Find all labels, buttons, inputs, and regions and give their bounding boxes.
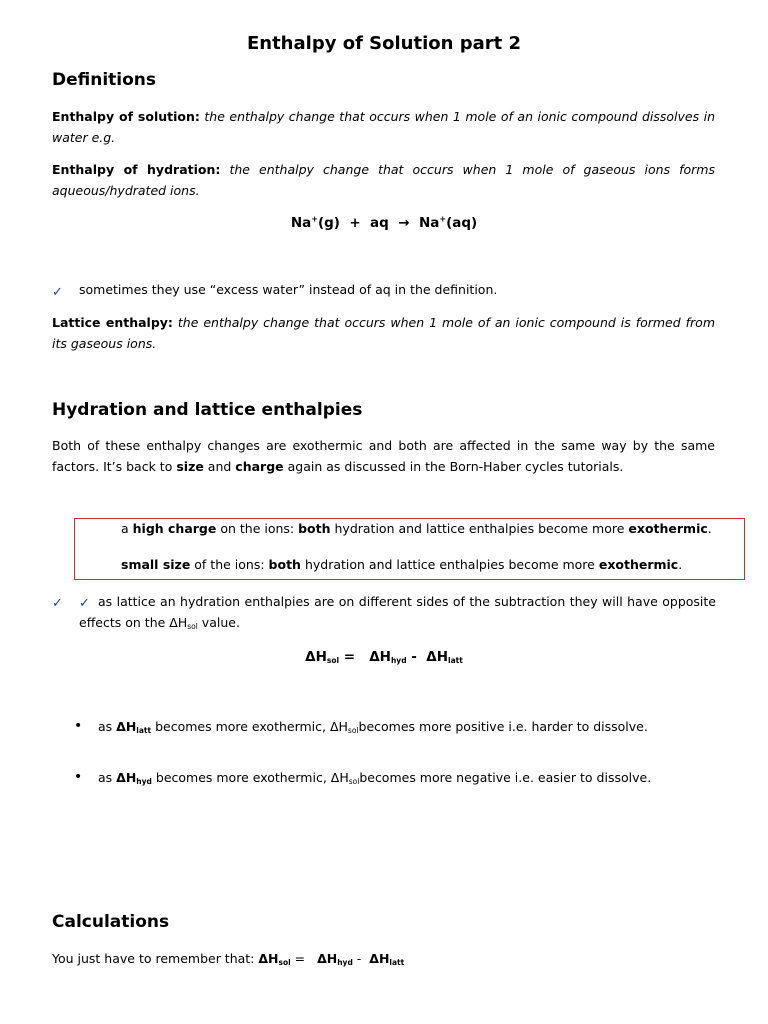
calculations-text: You just have to remember that: $\Delta H_{sol} = \Delta H_{hyd} - \Delta H_{latt}$ xyxy=(52,951,405,967)
note-opposite-effects: as lattice an hydration enthalpies are on different sides of the subtraction they will have opposite effects on the $\Delta H_{sol}$ value. xyxy=(79,594,716,631)
definitions-heading: Definitions xyxy=(52,70,157,90)
check-icon: ✓ xyxy=(52,285,63,300)
list-item: as $\Delta H_{latt}$ becomes more exothermic, $\Delta H_{sol}becomes$ more positive i.e. harder to dissolve. xyxy=(98,719,648,735)
intro-size: size xyxy=(176,458,204,474)
check-icon: ✓ xyxy=(52,596,63,611)
eq-na-2: Na xyxy=(409,215,440,231)
text-lattice-enthalpy: the enthalpy change that occurs when 1 mole of an ionic compound is formed from its gaseous ions. xyxy=(52,315,715,351)
intro-charge: charge xyxy=(235,458,284,474)
bullet-icon: • xyxy=(74,718,83,734)
bullet-icon: • xyxy=(74,769,83,785)
page-title: Enthalpy of Solution part 2 xyxy=(246,33,522,54)
hydration-lattice-heading: Hydration and lattice enthalpies xyxy=(52,400,363,420)
text-enthalpy-of-solution: the enthalpy change that occurs when 1 mole of an ionic compound dissolves in water e.g. xyxy=(52,109,715,145)
eq-gas-aq: (g) + aq xyxy=(317,215,399,231)
check-icon: ✓ xyxy=(79,596,90,611)
term-enthalpy-of-hydration: Enthalpy of hydration: xyxy=(52,162,221,177)
intro-text-b: again as discussed in the Born-Haber cycles tutorials. xyxy=(283,458,624,474)
calculations-heading: Calculations xyxy=(52,912,170,932)
text-enthalpy-of-hydration: the enthalpy change that occurs when 1 mole of gaseous ions forms aqueous/hydrated ions. xyxy=(52,162,715,198)
hydration-equation xyxy=(0,215,768,231)
list-item: as $\Delta H_{hyd}$ becomes more exothermic, $\Delta H_{sol}becomes$ more negative i.e. easier to dissolve. xyxy=(98,770,652,786)
intro-text-a: Both of these enthalpy changes are exothermic and both are affected in the same way by the same factors. It’s back to xyxy=(52,438,715,474)
term-lattice-enthalpy: Lattice enthalpy: xyxy=(52,315,173,330)
hydration-lattice-intro xyxy=(52,436,715,477)
box-line-small-size: small size of the ions: both hydration and lattice enthalpies become more exothermic. xyxy=(121,557,683,572)
definition-lattice-enthalpy xyxy=(52,313,715,354)
eq-aq: (aq) xyxy=(446,215,478,231)
box-line-high-charge: a high charge on the ions: both hydration and lattice enthalpies become more exothermic. xyxy=(121,521,712,536)
eq-plus-1: + xyxy=(311,214,318,224)
enthalpy-solution-equation: $\Delta H_{sol} = \Delta H_{hyd} - \Delta H_{latt}$ xyxy=(305,649,463,665)
intro-and: and xyxy=(203,458,236,474)
eq-na-1: Na xyxy=(290,215,312,231)
eq-plus-2: + xyxy=(439,214,447,224)
note-excess-water: sometimes they use “excess water” instead of aq in the definition. xyxy=(79,282,498,297)
definition-enthalpy-of-solution xyxy=(52,107,715,148)
definition-enthalpy-of-hydration xyxy=(52,160,715,201)
arrow-icon: → xyxy=(398,215,410,231)
term-enthalpy-of-solution: Enthalpy of solution: xyxy=(52,109,200,124)
